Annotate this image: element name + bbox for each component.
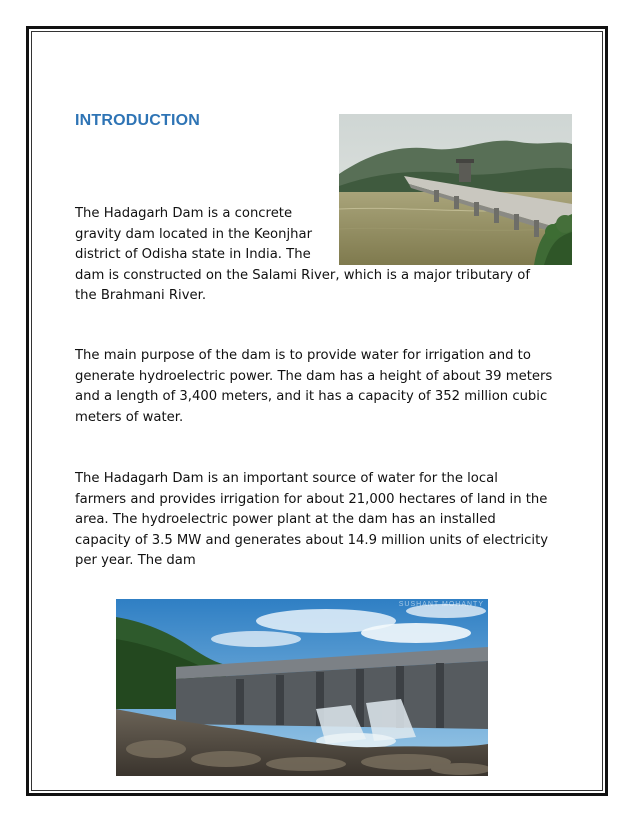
paragraph-1-line: the Brahmani River.	[75, 288, 207, 303]
paragraph-3-line: The Hadagarh Dam is an important source of water for the local	[75, 471, 498, 486]
paragraph-2-line: The main purpose of the dam is to provide water for irrigation and to	[75, 348, 531, 363]
paragraph-1-line: district of Odisha state in India. The	[75, 247, 311, 262]
paragraph-3-line: capacity of 3.5 MW and generates about 14.9 million units of electricity	[75, 532, 549, 548]
dam-spillway-photo-graphic	[116, 599, 488, 776]
paragraph-1-line: dam is constructed on the Salami River, which is a major tributary of	[75, 267, 530, 283]
paragraph-3-line: farmers and provides irrigation for about 21,000 hectares of land in the	[75, 491, 548, 507]
dam-spillway-photo	[116, 599, 488, 776]
section-heading: INTRODUCTION	[75, 112, 201, 129]
paragraph-3	[75, 469, 548, 572]
paragraph-2	[75, 346, 552, 428]
paragraph-2-line: generate hydroelectric power. The dam has a height of about 39 meters	[75, 368, 553, 384]
paragraph-2-line: and a length of 3,400 meters, and it has a capacity of 352 million cubic	[75, 389, 548, 404]
paragraph-3-line: per year. The dam	[75, 553, 196, 568]
paragraph-1-line: gravity dam located in the Keonjhar	[75, 226, 313, 242]
paragraph-3-line: area. The hydroelectric power plant at the dam has an installed	[75, 512, 496, 527]
paragraph-1	[75, 204, 530, 307]
photo-watermark: SUSHANT MOHANTY	[398, 601, 484, 608]
paragraph-2-line: meters of water.	[75, 409, 184, 425]
paragraph-1-line: The Hadagarh Dam is a concrete	[75, 206, 293, 221]
